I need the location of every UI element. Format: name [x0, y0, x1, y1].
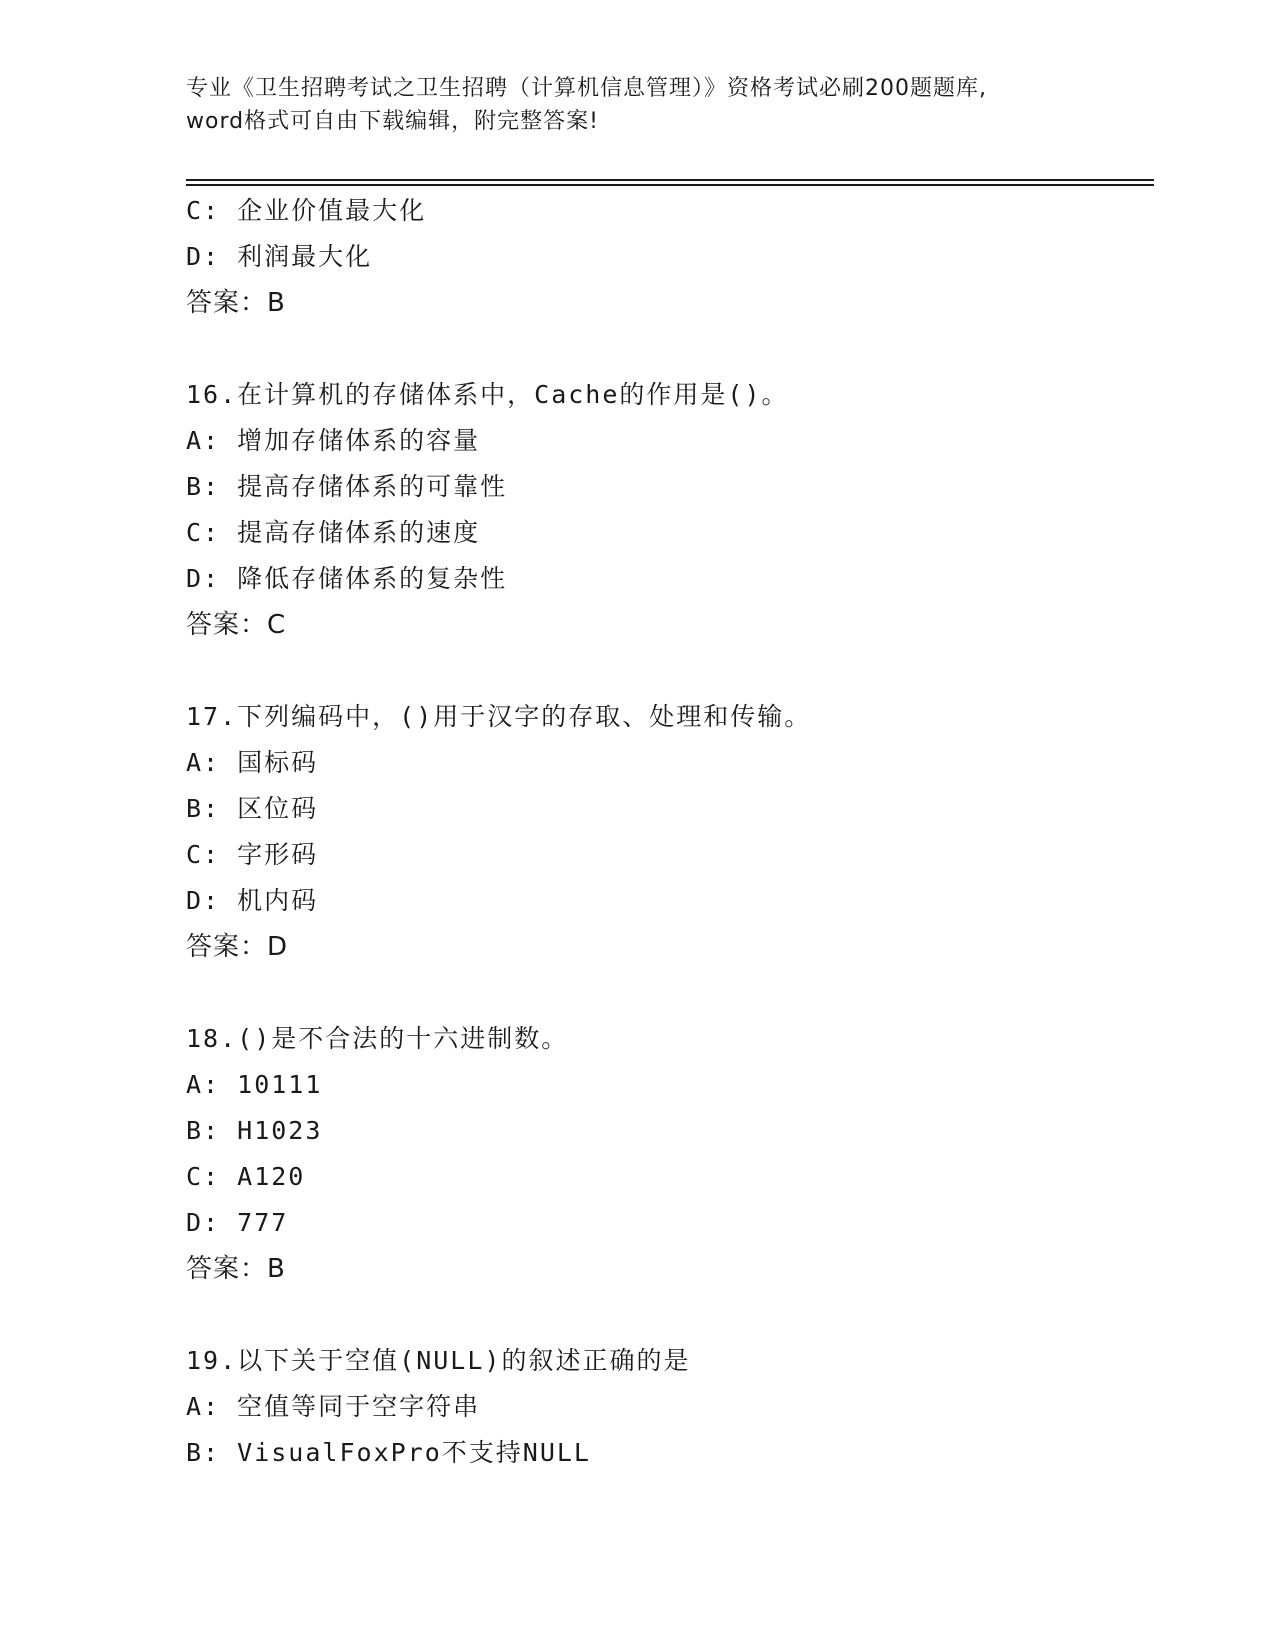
option-d: D: 机内码 [186, 886, 319, 915]
header-title-line-2: word格式可自由下载编辑，附完整答案! [186, 109, 599, 134]
spacer [186, 970, 1166, 1016]
option-c: C: 字形码 [186, 840, 319, 869]
option-a: A: 国标码 [186, 748, 319, 777]
answer-line: 答案：D [186, 932, 289, 962]
option-c: C: A120 [186, 1162, 306, 1191]
option-a: A: 增加存储体系的容量 [186, 426, 481, 455]
answer-line: 答案：B [186, 288, 286, 318]
spacer [186, 1292, 1166, 1338]
header-divider-top [186, 179, 1154, 181]
question-stem: 18.()是不合法的十六进制数。 [186, 1024, 569, 1053]
question-block-15-tail [186, 188, 1166, 326]
question-block-19 [186, 1338, 1166, 1476]
option-b: B: 区位码 [186, 794, 319, 823]
question-stem: 19.以下关于空值(NULL)的叙述正确的是 [186, 1346, 691, 1375]
question-stem: 16.在计算机的存储体系中，Cache的作用是()。 [186, 380, 789, 409]
option-a: A: 空值等同于空字符串 [186, 1392, 481, 1421]
option-c: C: 企业价值最大化 [186, 196, 427, 225]
answer-line: 答案：C [186, 610, 287, 640]
header-title-line-1: 专业《卫生招聘考试之卫生招聘（计算机信息管理）》资格考试必刷200题题库, [186, 76, 987, 101]
spacer [186, 326, 1166, 372]
header-divider-bottom [186, 184, 1154, 186]
spacer [186, 648, 1166, 694]
question-block-17 [186, 694, 1166, 970]
option-b: B: H1023 [186, 1116, 323, 1145]
answer-line: 答案：B [186, 1254, 286, 1284]
document-header [186, 72, 1166, 138]
option-d: D: 降低存储体系的复杂性 [186, 564, 508, 593]
option-a: A: 10111 [186, 1070, 323, 1099]
question-block-16 [186, 372, 1166, 648]
question-stem: 17.下列编码中，()用于汉字的存取、处理和传输。 [186, 702, 812, 731]
option-b: B: 提高存储体系的可靠性 [186, 472, 508, 501]
option-d: D: 777 [186, 1208, 289, 1237]
question-list [186, 188, 1166, 1476]
option-d: D: 利润最大化 [186, 242, 373, 271]
option-b: B: VisualFoxPro不支持NULL [186, 1438, 591, 1467]
question-block-18 [186, 1016, 1166, 1292]
option-c: C: 提高存储体系的速度 [186, 518, 481, 547]
